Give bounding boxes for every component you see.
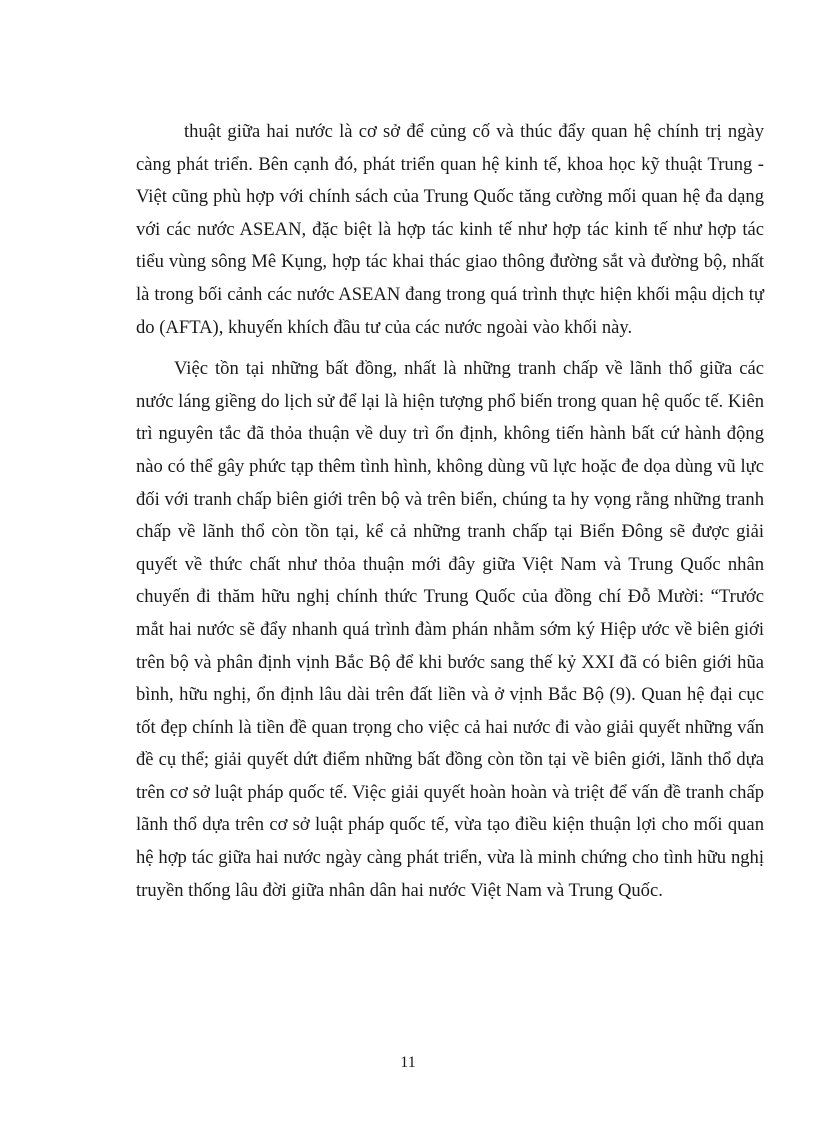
- paragraph-territorial-disputes: Việc tồn tại những bất đồng, nhất là những tranh chấp về lãnh thổ giữa các nước láng giềng do lịch sử để lại là hiện tượng phổ biến trong quan hệ quốc tế. Kiên trì nguyên tắc đã thỏa thuận về duy trì ổn định, không tiến hành bất cứ hành động nào có thể gây phức tạp thêm tình hình, không dùng vũ lực hoặc đe dọa dùng vũ lực đối với tranh chấp biên giới trên bộ và trên biển, chúng ta hy vọng rằng những tranh chấp về lãnh thổ còn tồn tại, kể cả những tranh chấp tại Biển Đông sẽ được giải quyết về thức chất như thỏa thuận mới đây giữa Việt Nam và Trung Quốc nhân chuyến đi thăm hữu nghị chính thức Trung Quốc của đồng chí Đỗ Mười: “Trước mắt hai nước sẽ đẩy nhanh quá trình đàm phán nhằm sớm ký Hiệp ước về biên giới trên bộ và phân định vịnh Bắc Bộ để khi bước sang thế kỷ XXI đã có biên giới hũa bình, hữu nghị, ổn định lâu dài trên đất liền và ở vịnh Bắc Bộ (9). Quan hệ đại cục tốt đẹp chính là tiền đề quan trọng cho việc cả hai nước đi vào giải quyết những vấn đề cụ thể; giải quyết dứt điểm những bất đồng còn tồn tại về biên giới, lãnh thổ dựa trên cơ sở luật pháp quốc tế. Việc giải quyết hoàn hoàn và triệt để vấn đề tranh chấp lãnh thổ dựa trên cơ sở luật pháp quốc tế, vừa tạo điều kiện thuận lợi cho mối quan hệ hợp tác giữa hai nước ngày càng phát triển, vừa là minh chứng cho tình hữu nghị truyền thống lâu đời giữa nhân dân hai nước Việt Nam và Trung Quốc.: [136, 358, 764, 901]
- document-body: [136, 116, 764, 907]
- paragraph-continuation: thuật giữa hai nước là cơ sở để củng cố và thúc đẩy quan hệ chính trị ngày càng phát triển. Bên cạnh đó, phát triển quan hệ kinh tế, khoa học kỹ thuật Trung - Việt cũng phù hợp với chính sách của Trung Quốc tăng cường mối quan hệ đa dạng với các nước ASEAN, đặc biệt là hợp tác kinh tế như hợp tác kinh tế như hợp tác tiểu vùng sông Mê Kụng, hợp tác khai thác giao thông đường sắt và đường bộ, nhất là trong bối cảnh các nước ASEAN đang trong quá trình thực hiện khối mậu dịch tự do (AFTA), khuyến khích đầu tư của các nước ngoài vào khối này.: [136, 121, 764, 338]
- page-number: 11: [400, 1054, 416, 1071]
